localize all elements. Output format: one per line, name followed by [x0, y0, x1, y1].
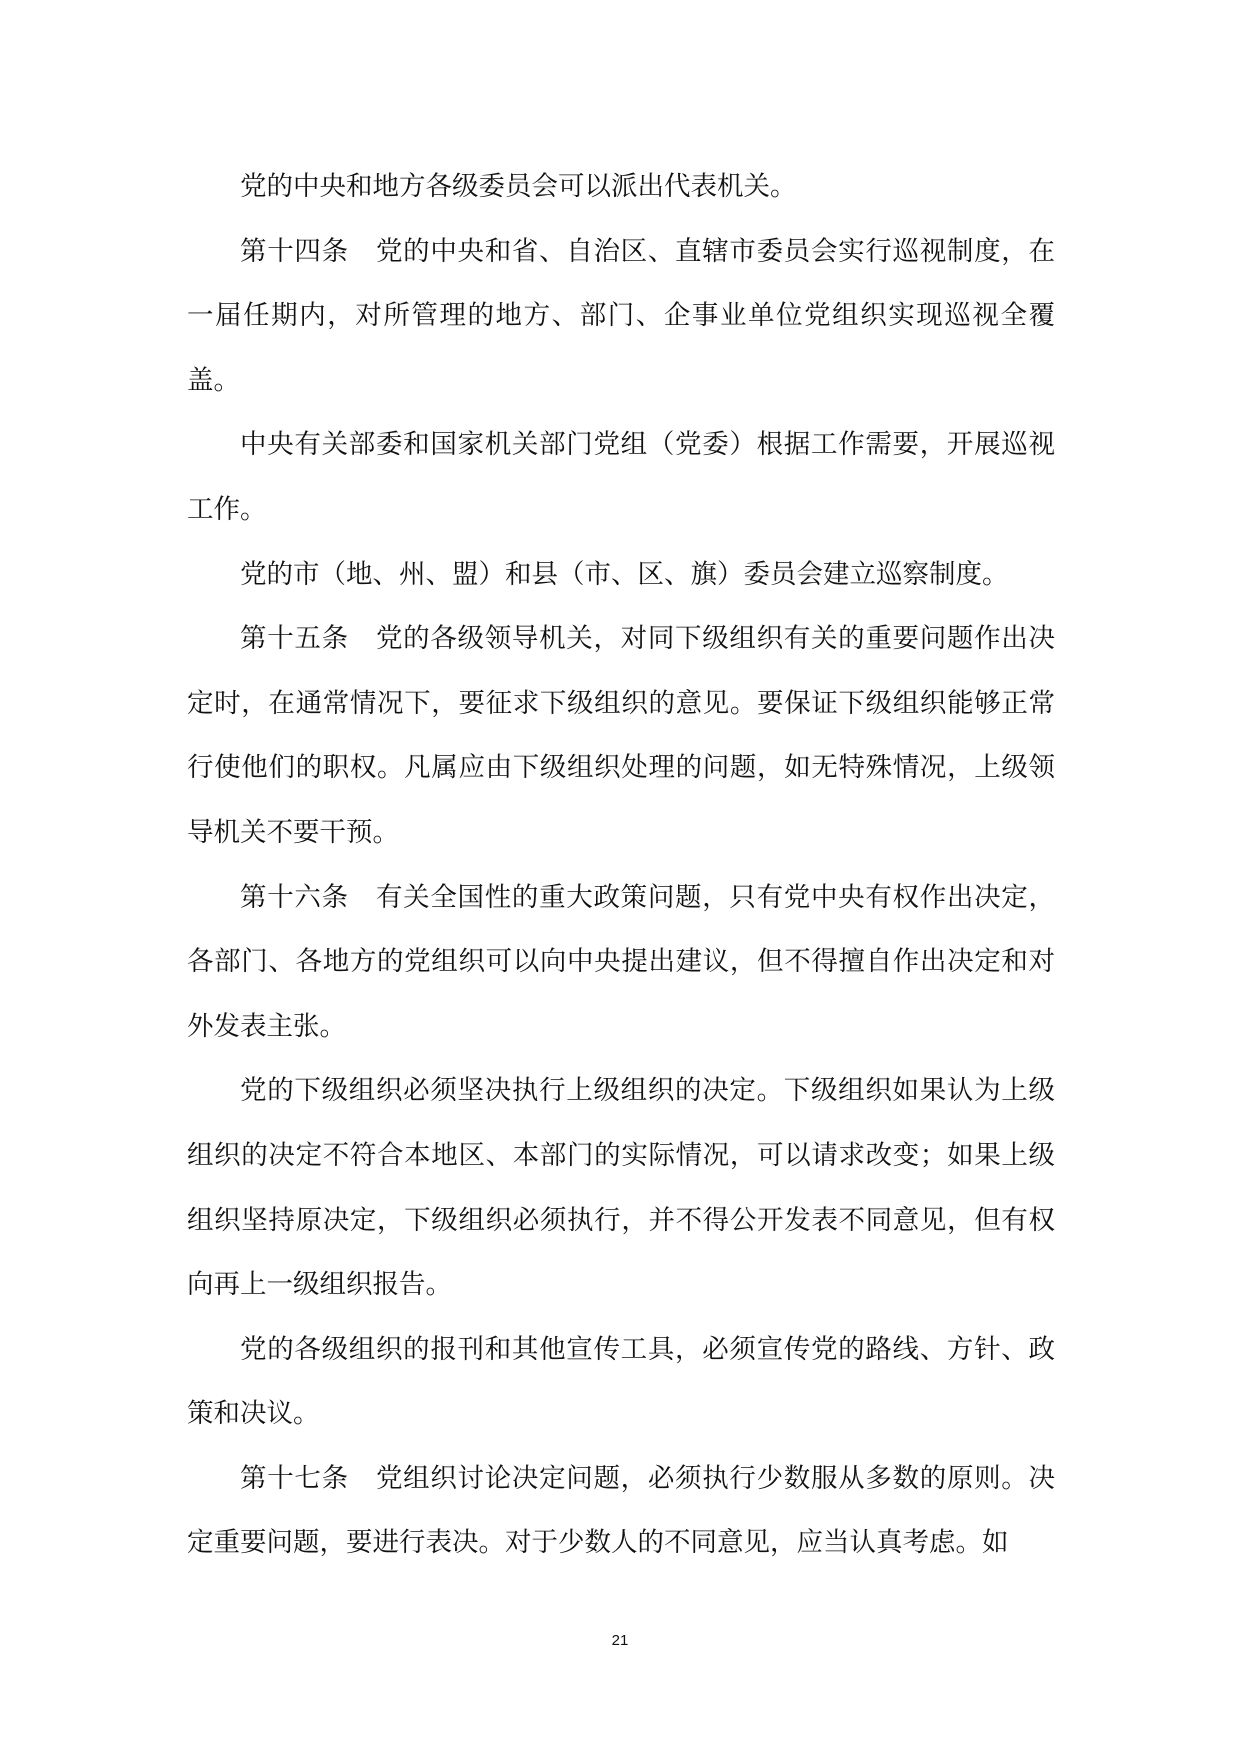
- page-number: 21: [611, 1632, 629, 1649]
- paragraph: 中央有关部委和国家机关部门党组（党委）根据工作需要，开展巡视工作。: [187, 429, 1055, 525]
- paragraph-article-16: 第十六条 有关全国性的重大政策问题，只有党中央有权作出决定，各部门、各地方的党组织可以向中央提出建议，但不得擅自作出决定和对外发表主张。: [187, 881, 1055, 1042]
- paragraph: 党的市（地、州、盟）和县（市、区、旗）委员会建立巡察制度。: [240, 558, 1009, 590]
- body-text: [187, 155, 1055, 1576]
- paragraph: 党的中央和地方各级委员会可以派出代表机关。: [240, 171, 797, 202]
- paragraph: 党的下级组织必须坚决执行上级组织的决定。下级组织如果认为上级组织的决定不符合本地区、本部门的实际情况，可以请求改变；如果上级组织坚持原决定，下级组织必须执行，并不得公开发表不同意见，但有权向再上一级组织报告。: [187, 1075, 1055, 1301]
- paragraph-article-15: 第十五条 党的各级领导机关，对同下级组织有关的重要问题作出决定时，在通常情况下，要征求下级组织的意见。要保证下级组织能够正常行使他们的职权。凡属应由下级组织处理的问题，如无特殊情况，上级领导机关不要干预。: [187, 623, 1055, 848]
- paragraph: 党的各级组织的报刊和其他宣传工具，必须宣传党的路线、方针、政策和决议。: [187, 1333, 1055, 1430]
- paragraph-article-17: 第十七条 党组织讨论决定问题，必须执行少数服从多数的原则。决定重要问题，要进行表决。对于少数人的不同意见，应当认真考虑。如: [187, 1462, 1055, 1559]
- paragraph-article-14: 第十四条 党的中央和省、自治区、直辖市委员会实行巡视制度，在一届任期内，对所管理的地方、部门、企事业单位党组织实现巡视全覆盖。: [187, 235, 1055, 396]
